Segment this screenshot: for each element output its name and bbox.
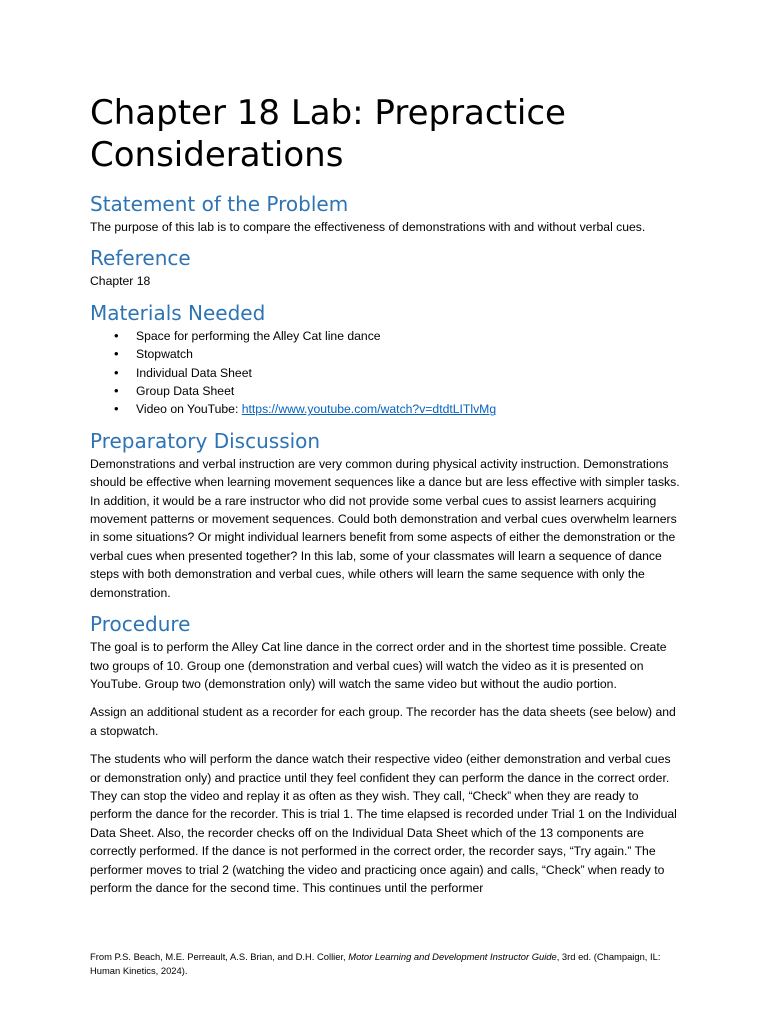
document-page — [90, 92, 680, 897]
statement-text: The purpose of this lab is to compare the effectiveness of demonstrations with and without verbal cues. — [90, 220, 646, 234]
heading-preparatory: Preparatory Discussion — [90, 428, 321, 453]
reference-text: Chapter 18 — [90, 274, 151, 289]
procedure-paragraph: The goal is to perform the Alley Cat line dance in the correct order and in the shortest time possible. Create two groups of 10. Group one (demonstration and verbal cues) will watch the video as it is presented on YouTube. Group two (demonstration only) will watch the same video but without the audio portion. — [90, 640, 667, 691]
procedure-paragraph: The students who will perform the dance watch their respective video (either demonstration and verbal cues or demonstration only) and practice until they feel confident they can perform the dance in the correct order. They can stop the video and replay it as often as they wish. They call, “Check” when they are ready to perform the dance for the recorder. This is trial 1. The time elapsed is recorded under Trial 1 on the Individual Data Sheet. Also, the recorder checks off on the Individual Data Sheet which of the 13 components are correctly performed. If the dance is not performed in the correct order, the recorder says, “Try again.” The performer moves to trial 2 (watching the video and practicing once again) and calls, “Check” when ready to perform the dance for the second time. This continues until the performer — [90, 752, 677, 895]
procedure-paragraph: Assign an additional student as a recorder for each group. The recorder has the data sheets (see below) and a stopwatch. — [90, 705, 676, 738]
preparatory-text: Demonstrations and verbal instruction are very common during physical activity instruction. Demonstrations should be effective when learning movement sequences like a dance but are less effective with simpler tasks. In addition, it would be a rare instructor who did not provide some verbal cues to assist learners acquiring movement patterns or movement sequences. Could both demonstration and verbal cues overwhelm learners in some situations? Or might individual learners benefit from some aspects of either the demonstration or the verbal cues when presented together? In this lab, some of your classmates will learn a sequence of dance steps with both demonstration and verbal cues, while others will learn the same sequence with only the demonstration. — [90, 456, 680, 600]
page-title: Chapter 18 Lab: Prepractice Considerations — [90, 93, 566, 175]
footer-book-title: Motor Learning and Development Instructor Guide — [348, 951, 557, 962]
heading-reference: Reference — [90, 246, 191, 271]
list-item: • Individual Data Sheet — [136, 364, 680, 382]
youtube-link[interactable]: https://www.youtube.com/watch?v=dtdtLITlvMg — [241, 402, 497, 417]
list-item-video — [136, 400, 680, 418]
list-item: • Group Data Sheet — [136, 382, 680, 400]
materials-list — [90, 327, 680, 419]
heading-procedure: Procedure — [90, 612, 191, 637]
heading-materials: Materials Needed — [90, 300, 266, 325]
footer-suffix: , 3rd ed. (Champaign, IL: Human Kinetics, 2024). — [90, 951, 661, 976]
heading-statement: Statement of the Problem — [90, 192, 349, 216]
footer-prefix: From P.S. Beach, M.E. Perreault, A.S. Brian, and D.H. Collier, — [90, 951, 349, 962]
video-label: Video on YouTube: — [136, 402, 242, 417]
list-item: • Stopwatch — [136, 345, 680, 363]
citation-footer — [90, 950, 690, 978]
list-item: • Space for performing the Alley Cat line dance — [136, 327, 680, 345]
